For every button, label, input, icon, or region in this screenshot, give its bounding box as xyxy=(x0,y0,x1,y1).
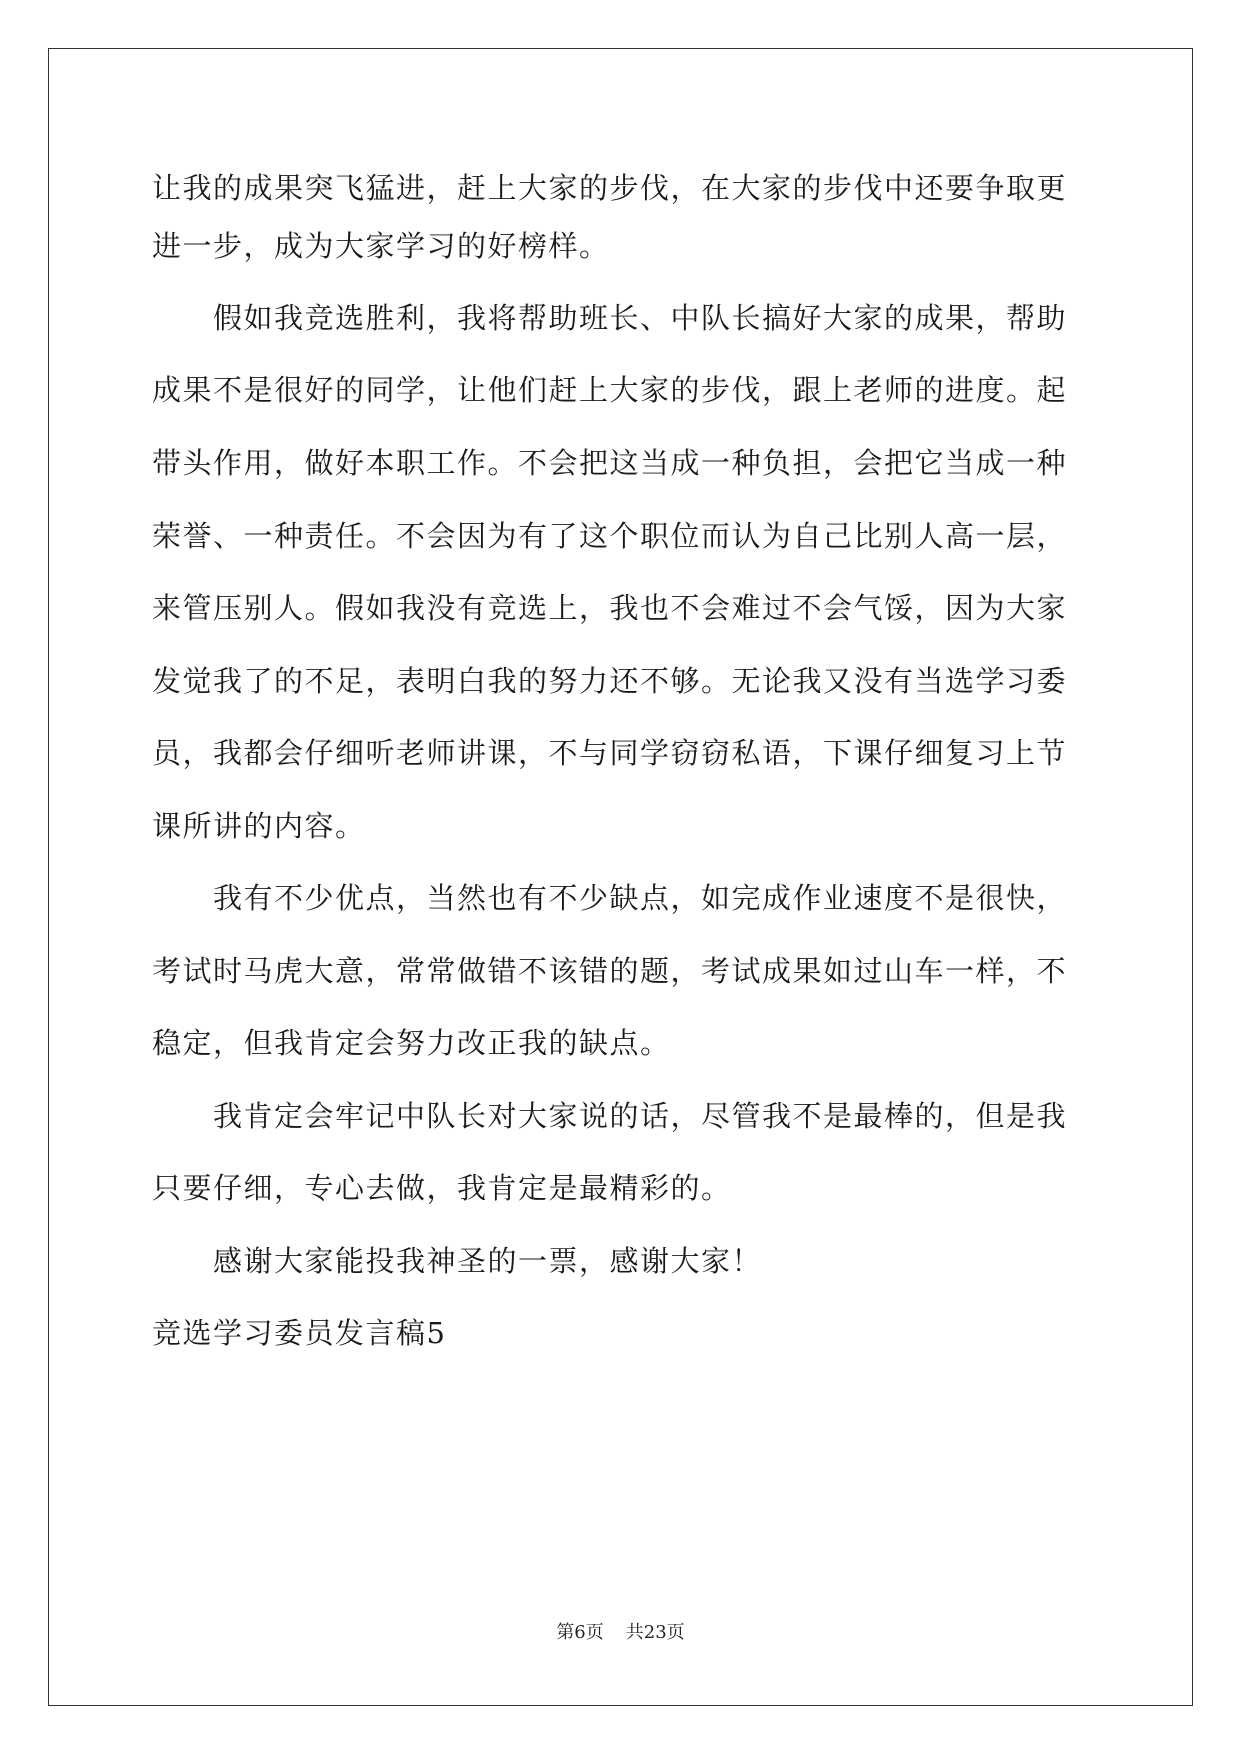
page-total: 共23页 xyxy=(625,1622,685,1643)
paragraph-line: 我肯定会牢记中队长对大家说的话，尽管我不是最棒的，但是我 xyxy=(213,1099,1068,1133)
page-border xyxy=(48,48,1193,1706)
page-number: 第6页 xyxy=(556,1622,604,1643)
paragraph-line: 成果不是很好的同学，让他们赶上大家的步伐，跟上老师的进度。起 xyxy=(152,373,1068,407)
paragraph-line: 荣誉、一种责任。不会因为有了这个职位而认为自己比别人高一层， xyxy=(152,519,1068,553)
paragraph-line: 发觉我了的不足，表明白我的努力还不够。无论我又没有当选学习委 xyxy=(152,664,1068,698)
paragraph-line: 来管压别人。假如我没有竞选上，我也不会难过不会气馁，因为大家 xyxy=(152,591,1068,625)
paragraph-line: 进一步，成为大家学习的好榜样。 xyxy=(152,229,610,263)
page-footer xyxy=(0,1621,1241,1645)
paragraph-line: 假如我竞选胜利，我将帮助班长、中队长搞好大家的成果，帮助 xyxy=(213,301,1068,335)
paragraph-line: 让我的成果突飞猛进，赶上大家的步伐，在大家的步伐中还要争取更 xyxy=(152,171,1068,205)
paragraph-line: 课所讲的内容。 xyxy=(152,809,366,843)
paragraph-line: 感谢大家能投我神圣的一票，感谢大家！ xyxy=(213,1244,763,1278)
paragraph-line: 带头作用，做好本职工作。不会把这当成一种负担，会把它当成一种 xyxy=(152,446,1068,480)
paragraph-line: 只要仔细，专心去做，我肯定是最精彩的。 xyxy=(152,1171,732,1205)
section-heading: 竞选学习委员发言稿5 xyxy=(152,1316,447,1350)
paragraph-line: 考试时马虎大意，常常做错不该错的题，考试成果如过山车一样，不 xyxy=(152,954,1068,988)
paragraph-line: 稳定，但我肯定会努力改正我的缺点。 xyxy=(152,1026,671,1060)
paragraph-line: 员，我都会仔细听老师讲课，不与同学窃窃私语，下课仔细复习上节 xyxy=(152,736,1068,770)
paragraph-line: 我有不少优点，当然也有不少缺点，如完成作业速度不是很快， xyxy=(213,881,1068,915)
